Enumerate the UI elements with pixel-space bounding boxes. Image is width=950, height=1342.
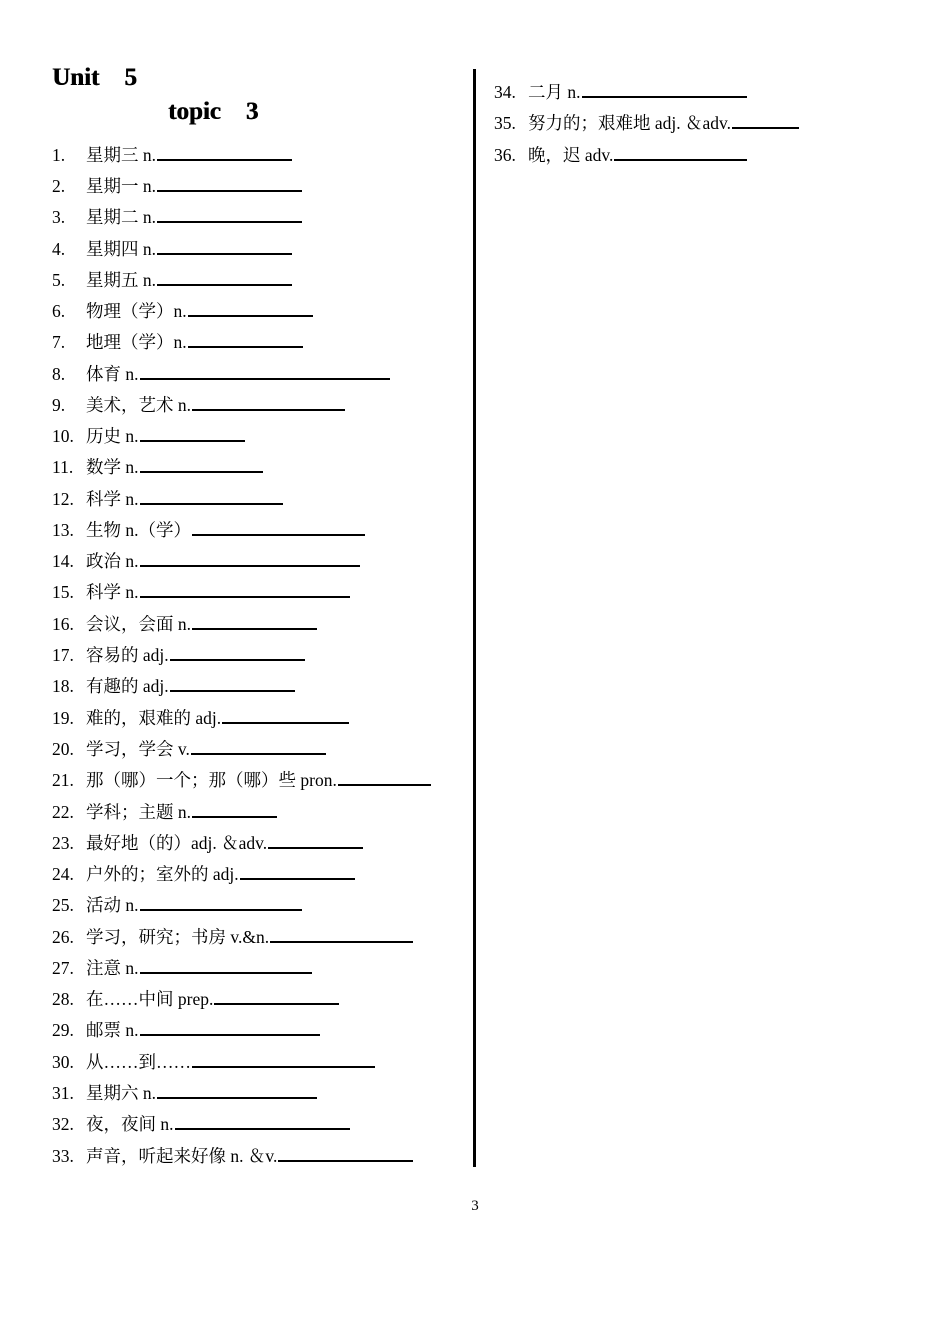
item-prompt: 容易的 adj. [86, 645, 169, 665]
item-number: 29. [52, 1020, 74, 1040]
item-number: 5. [52, 270, 66, 290]
answer-blank[interactable] [214, 985, 339, 1005]
vocabulary-item [52, 1048, 375, 1074]
answer-blank[interactable] [157, 1079, 317, 1099]
item-number: 21. [52, 770, 74, 790]
item-number: 14. [52, 551, 74, 571]
item-prompt: 物理（学）n. [86, 301, 187, 321]
vocabulary-item [494, 78, 747, 104]
answer-blank[interactable] [157, 141, 292, 161]
vocabulary-item [52, 1110, 350, 1136]
item-prompt: 邮票 n. [86, 1020, 139, 1040]
vocabulary-item [52, 735, 326, 761]
answer-blank[interactable] [268, 829, 363, 849]
item-number: 9. [52, 395, 66, 415]
item-prompt: 晚，迟 adv. [528, 145, 614, 165]
answer-blank[interactable] [140, 891, 302, 911]
answer-blank[interactable] [614, 141, 747, 161]
item-number: 24. [52, 864, 74, 884]
answer-blank[interactable] [140, 453, 263, 473]
item-prompt: 户外的；室外的 adj. [86, 864, 239, 884]
answer-blank[interactable] [582, 78, 747, 98]
item-number: 26. [52, 927, 74, 947]
vocabulary-item [52, 328, 303, 354]
page-number: 3 [471, 1198, 479, 1214]
item-prompt: 体育 n. [86, 364, 139, 384]
vocabulary-item [494, 141, 747, 167]
item-prompt: 政治 n. [86, 551, 139, 571]
item-number: 2. [52, 176, 66, 196]
item-number: 12. [52, 489, 74, 509]
item-number: 4. [52, 239, 66, 259]
item-number: 10. [52, 426, 74, 446]
vocabulary-item [52, 860, 355, 886]
vocabulary-item [52, 235, 292, 261]
answer-blank[interactable] [157, 172, 302, 192]
item-prompt: 历史 n. [86, 426, 139, 446]
item-number: 6. [52, 301, 66, 321]
item-prompt: 从……到…… [86, 1052, 191, 1072]
answer-blank[interactable] [157, 203, 302, 223]
topic-title: topic 3 [168, 98, 259, 125]
item-prompt: 最好地（的）adj. ＆adv. [86, 833, 268, 853]
answer-blank[interactable] [732, 109, 799, 129]
answer-blank[interactable] [192, 391, 345, 411]
vocabulary-item [52, 391, 345, 417]
vocabulary-item [52, 798, 277, 824]
item-prompt: 数学 n. [86, 457, 139, 477]
vocabulary-item [52, 1016, 320, 1042]
item-number: 30. [52, 1052, 74, 1072]
answer-blank[interactable] [140, 547, 360, 567]
vocabulary-item [52, 203, 302, 229]
item-number: 17. [52, 645, 74, 665]
answer-blank[interactable] [191, 735, 326, 755]
vocabulary-item [52, 672, 295, 698]
item-prompt: 地理（学）n. [86, 332, 187, 352]
item-number: 25. [52, 895, 74, 915]
answer-blank[interactable] [188, 328, 303, 348]
answer-blank[interactable] [192, 610, 317, 630]
item-prompt: 星期四 n. [86, 239, 156, 259]
vocabulary-item [52, 641, 305, 667]
item-number: 3. [52, 207, 66, 227]
item-prompt: 注意 n. [86, 958, 139, 978]
item-number: 16. [52, 614, 74, 634]
item-number: 34. [494, 82, 516, 102]
item-number: 36. [494, 145, 516, 165]
item-number: 28. [52, 989, 74, 1009]
item-prompt: 活动 n. [86, 895, 139, 915]
item-prompt: 星期二 n. [86, 207, 156, 227]
vocabulary-item [52, 360, 390, 386]
answer-blank[interactable] [240, 860, 355, 880]
answer-blank[interactable] [140, 578, 350, 598]
vocabulary-item [52, 578, 350, 604]
answer-blank[interactable] [270, 923, 413, 943]
item-number: 18. [52, 676, 74, 696]
item-number: 13. [52, 520, 74, 540]
item-number: 15. [52, 582, 74, 602]
item-number: 7. [52, 332, 66, 352]
item-prompt: 在……中间 prep. [86, 989, 214, 1009]
item-prompt: 夜，夜间 n. [86, 1114, 174, 1134]
vocabulary-item [52, 422, 245, 448]
item-prompt: 生物 n.（学） [86, 520, 191, 540]
item-prompt: 有趣的 adj. [86, 676, 169, 696]
answer-blank[interactable] [170, 641, 305, 661]
answer-blank[interactable] [170, 672, 295, 692]
answer-blank[interactable] [140, 1016, 320, 1036]
answer-blank[interactable] [140, 954, 312, 974]
vocabulary-item [52, 985, 339, 1011]
answer-blank[interactable] [192, 798, 277, 818]
item-number: 8. [52, 364, 66, 384]
vocabulary-item [52, 141, 292, 167]
vocabulary-item [52, 610, 317, 636]
item-number: 33. [52, 1146, 74, 1166]
answer-blank[interactable] [157, 235, 292, 255]
vocabulary-item [52, 516, 365, 542]
vocabulary-item [52, 1079, 317, 1105]
vocabulary-item [52, 829, 363, 855]
vocabulary-item [52, 704, 349, 730]
item-prompt: 星期六 n. [86, 1083, 156, 1103]
item-prompt: 难的，艰难的 adj. [86, 708, 222, 728]
item-prompt: 星期五 n. [86, 270, 156, 290]
answer-blank[interactable] [222, 704, 349, 724]
item-prompt: 二月 n. [528, 82, 581, 102]
item-prompt: 会议，会面 n. [86, 614, 191, 634]
vocabulary-item [494, 109, 799, 135]
item-prompt: 学科；主题 n. [86, 802, 191, 822]
item-prompt: 科学 n. [86, 489, 139, 509]
item-number: 19. [52, 708, 74, 728]
answer-blank[interactable] [175, 1110, 350, 1130]
item-prompt: 声音，听起来好像 n. ＆v. [86, 1146, 278, 1166]
vocabulary-item [52, 172, 302, 198]
answer-blank[interactable] [140, 360, 390, 380]
vocabulary-item [52, 1142, 413, 1168]
vocabulary-item [52, 485, 283, 511]
vocabulary-item [52, 766, 431, 792]
answer-blank[interactable] [140, 485, 283, 505]
vocabulary-item [52, 547, 360, 573]
item-number: 31. [52, 1083, 74, 1103]
vocabulary-item [52, 266, 292, 292]
answer-blank[interactable] [192, 1048, 375, 1068]
answer-blank[interactable] [338, 766, 431, 786]
vocabulary-item [52, 453, 263, 479]
item-prompt: 科学 n. [86, 582, 139, 602]
item-prompt: 学习，学会 v. [86, 739, 190, 759]
item-prompt: 星期一 n. [86, 176, 156, 196]
item-prompt: 学习，研究；书房 v.&n. [86, 927, 270, 947]
item-number: 32. [52, 1114, 74, 1134]
item-number: 20. [52, 739, 74, 759]
vocabulary-item [52, 891, 302, 917]
item-number: 35. [494, 113, 516, 133]
item-number: 11. [52, 457, 74, 477]
answer-blank[interactable] [278, 1142, 413, 1162]
item-number: 23. [52, 833, 74, 853]
column-divider [473, 69, 476, 1167]
item-number: 1. [52, 145, 66, 165]
answer-blank[interactable] [157, 266, 292, 286]
item-number: 27. [52, 958, 74, 978]
answer-blank[interactable] [188, 297, 313, 317]
item-prompt: 美术，艺术 n. [86, 395, 191, 415]
vocabulary-item [52, 923, 413, 949]
item-prompt: 努力的；艰难地 adj. ＆adv. [528, 113, 732, 133]
vocabulary-item [52, 297, 313, 323]
answer-blank[interactable] [192, 516, 365, 536]
vocabulary-item [52, 954, 312, 980]
item-number: 22. [52, 802, 74, 822]
unit-title: Unit 5 [52, 64, 137, 91]
item-prompt: 星期三 n. [86, 145, 156, 165]
answer-blank[interactable] [140, 422, 245, 442]
item-prompt: 那（哪）一个；那（哪）些 pron. [86, 770, 337, 790]
